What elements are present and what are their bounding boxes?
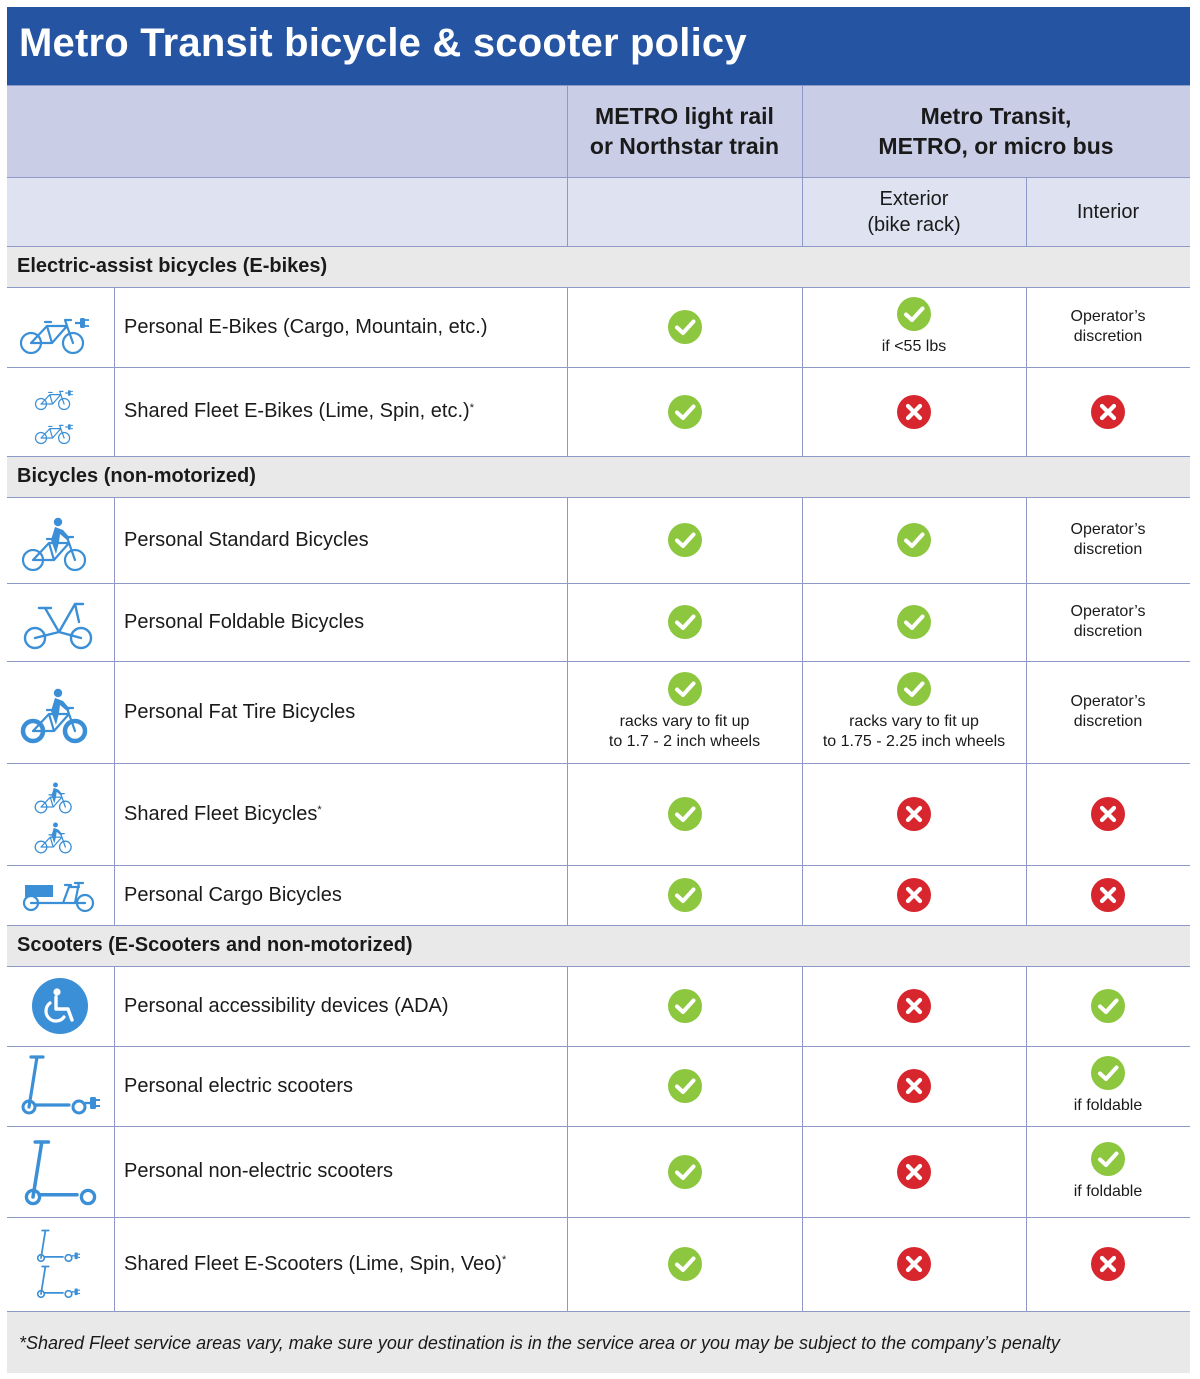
status-cell-rail xyxy=(567,287,802,367)
table-row xyxy=(7,661,1190,763)
table-row xyxy=(7,287,1190,367)
check-icon xyxy=(668,1155,702,1189)
cross-icon xyxy=(1091,1247,1125,1281)
column-divider xyxy=(1026,177,1027,246)
subheader-interior: Interior xyxy=(1076,200,1140,223)
status-cell-rail xyxy=(567,1046,802,1126)
row-divider xyxy=(7,177,1190,178)
row-divider xyxy=(7,865,1190,866)
column-divider xyxy=(1026,583,1027,661)
cross-icon xyxy=(897,1069,931,1103)
row-divider xyxy=(7,925,1190,926)
section-header xyxy=(7,456,1190,497)
cell-note: if foldable xyxy=(1073,1097,1143,1114)
foldable-bicycle-icon xyxy=(19,583,101,661)
check-icon xyxy=(668,1247,702,1281)
status-cell-rail xyxy=(567,1126,802,1217)
footnote-marker: * xyxy=(469,401,474,414)
header-row xyxy=(7,85,1190,177)
column-divider xyxy=(802,1217,803,1311)
shared-e-scooters-icon xyxy=(19,1217,101,1311)
column-divider xyxy=(567,1126,568,1217)
cross-icon xyxy=(897,989,931,1023)
vehicle-name xyxy=(124,966,449,1046)
table-row xyxy=(7,763,1190,865)
status-cell-exterior xyxy=(802,1046,1026,1126)
check-icon xyxy=(668,878,702,912)
column-divider xyxy=(802,497,803,583)
row-divider xyxy=(7,497,1190,498)
status-cell-exterior xyxy=(802,1217,1026,1311)
check-icon xyxy=(1091,1056,1125,1090)
status-cell-rail xyxy=(567,583,802,661)
column-divider xyxy=(567,583,568,661)
column-divider xyxy=(1026,287,1027,367)
section-label: Scooters (E-Scooters and non-motorized) xyxy=(17,934,413,956)
column-divider xyxy=(1026,966,1027,1046)
check-icon xyxy=(668,797,702,831)
vehicle-name-text: Shared Fleet E-Scooters (Lime, Spin, Veo) xyxy=(124,1252,502,1275)
check-icon xyxy=(668,395,702,429)
column-divider xyxy=(567,85,568,246)
vehicle-name xyxy=(124,1126,393,1217)
vehicle-name-text: Personal accessibility devices (ADA) xyxy=(124,994,449,1017)
column-divider xyxy=(567,661,568,763)
row-divider xyxy=(7,966,1190,967)
check-icon xyxy=(668,523,702,557)
subheader-row xyxy=(7,177,1190,246)
table-row xyxy=(7,865,1190,925)
footnote-marker: * xyxy=(501,1254,507,1266)
status-cell-rail xyxy=(567,1217,802,1311)
column-divider xyxy=(567,966,568,1046)
check-icon xyxy=(1091,1142,1125,1176)
status-cell-exterior xyxy=(802,583,1026,661)
table-row xyxy=(7,583,1190,661)
accessibility-icon xyxy=(19,966,101,1046)
column-divider xyxy=(1026,661,1027,763)
row-divider xyxy=(7,1126,1190,1127)
cross-icon xyxy=(897,1247,931,1281)
vehicle-name xyxy=(124,367,474,456)
status-cell-exterior xyxy=(802,367,1026,456)
page-title: Metro Transit bicycle & scooter policy xyxy=(19,21,747,65)
vehicle-name xyxy=(124,1217,506,1311)
operator-discretion-text: Operator’s discretion xyxy=(1070,693,1146,730)
status-cell-exterior xyxy=(802,865,1026,925)
check-icon xyxy=(1091,989,1125,1023)
footnote-marker: * xyxy=(317,804,322,816)
status-cell-interior xyxy=(1026,966,1190,1046)
policy-table xyxy=(7,7,1190,1373)
status-cell-rail xyxy=(567,661,802,763)
column-divider xyxy=(114,763,115,865)
status-cell-rail xyxy=(567,367,802,456)
column-divider xyxy=(567,497,568,583)
status-cell-interior xyxy=(1026,583,1190,661)
check-icon xyxy=(668,1069,702,1103)
row-divider xyxy=(7,1311,1190,1312)
column-divider xyxy=(802,85,803,246)
vehicle-name xyxy=(124,865,342,925)
column-divider xyxy=(114,1126,115,1217)
table-row xyxy=(7,1046,1190,1126)
operator-discretion-text: Operator’s discretion xyxy=(1070,308,1146,345)
standard-bicycle-icon xyxy=(19,497,101,583)
cross-icon xyxy=(897,1155,931,1189)
vehicle-name xyxy=(124,583,364,661)
column-divider xyxy=(114,1217,115,1311)
column-divider xyxy=(114,497,115,583)
section-header xyxy=(7,246,1190,287)
cross-icon xyxy=(1091,878,1125,912)
cell-note: if foldable xyxy=(1073,1182,1143,1200)
column-divider xyxy=(567,763,568,865)
check-icon xyxy=(897,297,931,331)
column-divider xyxy=(567,367,568,456)
check-icon xyxy=(897,523,931,557)
column-divider xyxy=(1026,497,1027,583)
row-divider xyxy=(7,1217,1190,1218)
vehicle-name-text: Personal E-Bikes (Cargo, Mountain, etc.) xyxy=(124,315,488,338)
status-cell-rail xyxy=(567,865,802,925)
row-divider xyxy=(7,85,1190,86)
footnote-band xyxy=(7,1311,1190,1373)
vehicle-name xyxy=(124,497,369,583)
row-divider xyxy=(7,456,1190,457)
vehicle-name xyxy=(124,287,488,367)
status-cell-exterior xyxy=(802,763,1026,865)
cell-note: racks vary to fit up to 1.7 - 2 inch wheels xyxy=(608,713,761,750)
cross-icon xyxy=(1091,797,1125,831)
electric-scooter-icon xyxy=(19,1046,101,1126)
column-divider xyxy=(567,287,568,367)
vehicle-name-text: Personal non-electric scooters xyxy=(124,1160,394,1182)
status-cell-exterior xyxy=(802,497,1026,583)
shared-bicycles-icon xyxy=(19,763,101,865)
title-bar xyxy=(7,7,1190,85)
column-divider xyxy=(802,287,803,367)
vehicle-name-text: Personal Cargo Bicycles xyxy=(124,883,342,906)
column-divider xyxy=(567,1046,568,1126)
column-divider xyxy=(114,1046,115,1126)
vehicle-name-text: Shared Fleet Bicycles xyxy=(124,802,318,825)
vehicle-name xyxy=(124,661,355,763)
column-divider xyxy=(802,763,803,865)
column-divider xyxy=(802,1046,803,1126)
status-cell-interior xyxy=(1026,287,1190,367)
column-divider xyxy=(802,367,803,456)
column-divider xyxy=(802,1126,803,1217)
column-divider xyxy=(567,1217,568,1311)
section-label: Bicycles (non-motorized) xyxy=(17,465,256,487)
header-bus: Metro Transit, METRO, or micro bus xyxy=(878,103,1114,159)
column-divider xyxy=(1026,1046,1027,1126)
cross-icon xyxy=(1091,395,1125,429)
check-icon xyxy=(897,605,931,639)
cross-icon xyxy=(897,878,931,912)
row-divider xyxy=(7,763,1190,764)
status-cell-exterior xyxy=(802,661,1026,763)
column-divider xyxy=(114,661,115,763)
section-header xyxy=(7,925,1190,966)
cell-note: if <55 lbs xyxy=(881,338,947,355)
vehicle-name-text: Shared Fleet E-Bikes (Lime, Spin, etc.) xyxy=(124,400,470,422)
row-divider xyxy=(7,367,1190,368)
table-row xyxy=(7,367,1190,456)
column-divider xyxy=(114,367,115,456)
row-divider xyxy=(7,246,1190,247)
status-cell-interior xyxy=(1026,1126,1190,1217)
status-cell-interior xyxy=(1026,865,1190,925)
status-cell-interior xyxy=(1026,1217,1190,1311)
status-cell-interior xyxy=(1026,763,1190,865)
check-icon xyxy=(668,672,702,706)
operator-discretion-text: Operator’s discretion xyxy=(1070,603,1146,640)
footnote: *Shared Fleet service areas vary, make sure your destination is in the service area or you may be subject to the company’s penalty xyxy=(19,1333,1060,1353)
table-row xyxy=(7,497,1190,583)
column-divider xyxy=(802,966,803,1046)
vehicle-name-text: Personal Standard Bicycles xyxy=(124,528,369,551)
e-bike-icon xyxy=(19,287,101,367)
status-cell-rail xyxy=(567,966,802,1046)
cell-note: racks vary to fit up to 1.75 - 2.25 inch wheels xyxy=(822,713,1006,750)
check-icon xyxy=(897,672,931,706)
vehicle-name xyxy=(124,763,322,865)
row-divider xyxy=(7,287,1190,288)
table-row xyxy=(7,966,1190,1046)
row-divider xyxy=(7,583,1190,584)
status-cell-interior xyxy=(1026,661,1190,763)
column-divider xyxy=(802,583,803,661)
column-divider xyxy=(114,583,115,661)
column-divider xyxy=(1026,763,1027,865)
cargo-bicycle-icon xyxy=(19,865,101,925)
kick-scooter-icon xyxy=(19,1126,101,1217)
column-divider xyxy=(114,287,115,367)
header-light-rail: METRO light rail or Northstar train xyxy=(589,103,780,159)
column-divider xyxy=(1026,865,1027,925)
column-divider xyxy=(1026,1126,1027,1217)
status-cell-exterior xyxy=(802,287,1026,367)
column-divider xyxy=(802,865,803,925)
shared-e-bikes-icon xyxy=(19,367,101,456)
column-divider xyxy=(1026,367,1027,456)
status-cell-exterior xyxy=(802,1126,1026,1217)
fat-tire-bicycle-icon xyxy=(19,661,101,763)
vehicle-name-text: Personal Fat Tire Bicycles xyxy=(124,700,356,723)
subheader-exterior: Exterior (bike rack) xyxy=(867,187,961,236)
vehicle-name-text: Personal Foldable Bicycles xyxy=(124,610,365,633)
status-cell-interior xyxy=(1026,367,1190,456)
table-row xyxy=(7,1126,1190,1217)
status-cell-rail xyxy=(567,497,802,583)
column-divider xyxy=(1026,1217,1027,1311)
status-cell-interior xyxy=(1026,1046,1190,1126)
check-icon xyxy=(668,989,702,1023)
status-cell-interior xyxy=(1026,497,1190,583)
check-icon xyxy=(668,605,702,639)
vehicle-name xyxy=(124,1046,353,1126)
column-divider xyxy=(567,865,568,925)
status-cell-exterior xyxy=(802,966,1026,1046)
vehicle-name-text: Personal electric scooters xyxy=(124,1074,353,1097)
table-row xyxy=(7,1217,1190,1311)
row-divider xyxy=(7,661,1190,662)
column-divider xyxy=(114,966,115,1046)
column-divider xyxy=(114,865,115,925)
status-cell-rail xyxy=(567,763,802,865)
row-divider xyxy=(7,1046,1190,1047)
check-icon xyxy=(668,310,702,344)
cross-icon xyxy=(897,797,931,831)
column-divider xyxy=(802,661,803,763)
section-label: Electric-assist bicycles (E-bikes) xyxy=(17,255,328,277)
operator-discretion-text: Operator’s discretion xyxy=(1070,521,1146,558)
cross-icon xyxy=(897,395,931,429)
